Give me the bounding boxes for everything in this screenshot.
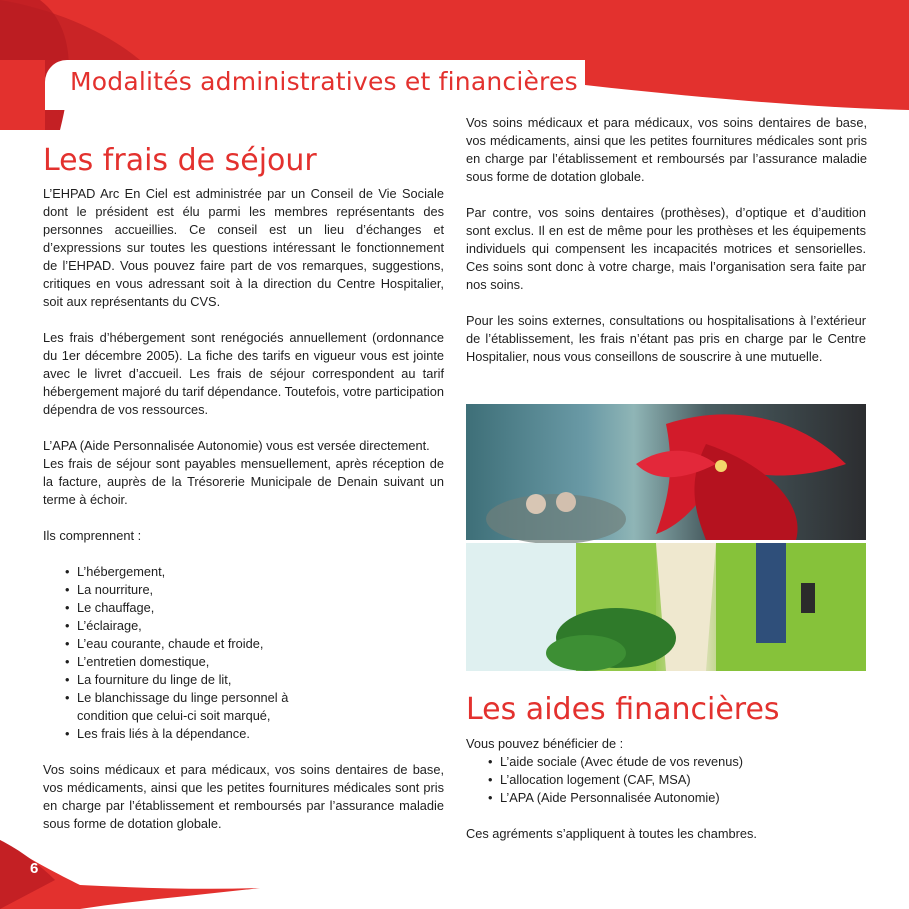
- list-item: • L’entretien domestique,: [65, 653, 444, 671]
- list-item: • L’eau courante, chaude et froide,: [65, 635, 444, 653]
- paragraph-soins-externes: Pour les soins externes, consultations ou hospitalisations à l’extérieur de l’établissement, les frais n’étant pas pris en charge par le Centre Hospitalier, nous vous conseillons de souscrire à une mutuelle.: [466, 313, 866, 364]
- photo-corridor: [466, 543, 866, 671]
- list-item: • L’APA (Aide Personnalisée Autonomie): [488, 789, 866, 807]
- list-item: • L’éclairage,: [65, 617, 444, 635]
- aides-outro: Ces agréments s’appliquent à toutes les chambres.: [466, 826, 757, 841]
- aides-section: [466, 735, 866, 843]
- list-item: • La nourriture,: [65, 581, 444, 599]
- list-item: • L’aide sociale (Avec étude de vos revenus): [488, 753, 866, 771]
- list-item: • La fourniture du linge de lit,: [65, 671, 444, 689]
- paragraph-paiement: Les frais de séjour sont payables mensuellement, après réception de la facture, auprès de la Trésorerie Municipale de Denain suivant un terme à échoir.: [43, 456, 444, 507]
- paragraph-apa: L’APA (Aide Personnalisée Autonomie) vous est versée directement.: [43, 438, 430, 453]
- aides-intro: Vous pouvez bénéficier de :: [466, 736, 624, 751]
- paragraph-cvs: L’EHPAD Arc En Ciel est administrée par un Conseil de Vie Sociale dont le président est élu parmi les membres représentants des personnes accueillies. Ce conseil est un lieu d’échanges et d’expressions sur toutes les questions intéressant le fonctionnement de l’EHPAD. Vous pouvez faire part de vos remarques, suggestions, critiques en vous adressant soit à la direction du Centre Hospitalier, soit aux représentants du CVS.: [43, 186, 444, 309]
- photo-flower-lounge: [466, 404, 866, 540]
- heading-aides-financieres: Les aides financières: [466, 692, 780, 727]
- paragraph-soins-dentaires: Par contre, vos soins dentaires (prothèses), d’optique et d’audition sont exclus. Il en est de même pour les prothèses et les équipements individuels qui compensent les incapacités motrices et sensorielles. Ces soins sont donc à votre charge, mais l’organisation sera faite par nos soins.: [466, 205, 866, 292]
- paragraph-hebergement: Les frais d’hébergement sont renégociés annuellement (ordonnance du 1er décembre 2005). La fiche des tarifs en vigueur vous est jointe avec le livret d’accueil. Les frais de séjour correspondent au tarif hébergement majoré du tarif dépendance. Toutefois, votre participation dépendra de vos ressources.: [43, 330, 444, 417]
- list-item: • L’allocation logement (CAF, MSA): [488, 771, 866, 789]
- heading-frais-sejour: Les frais de séjour: [43, 143, 317, 178]
- page-number: 6: [30, 860, 39, 877]
- paragraph-soins-medicaux-continued: Vos soins médicaux et para médicaux, vos soins dentaires de base, vos médicaments, ainsi que les petites fournitures médicales sont pris en charge par l’établissement et remboursés par l’assurance maladie sous forme de dotation globale.: [466, 115, 867, 184]
- footer-decoration: [0, 840, 260, 909]
- paragraph-comprennent: Ils comprennent :: [43, 528, 142, 543]
- list-item: • Le chauffage,: [65, 599, 444, 617]
- list-item: • Le blanchissage du linge personnel à condition que celui-ci soit marqué,: [65, 689, 337, 725]
- page-title: Modalités administratives et financières: [70, 67, 578, 96]
- paragraph-soins-medicaux: Vos soins médicaux et para médicaux, vos soins dentaires de base, vos médicaments, ainsi que les petites fournitures médicales sont pris en charge par l’établissement et remboursés par l’assurance maladie sous forme de dotation globale.: [43, 762, 444, 831]
- left-column: [43, 185, 444, 831]
- list-item: • Les frais liés à la dépendance.: [65, 725, 444, 743]
- aides-list: [466, 753, 866, 807]
- list-item: • L’hébergement,: [65, 563, 444, 581]
- frais-list: [43, 563, 444, 743]
